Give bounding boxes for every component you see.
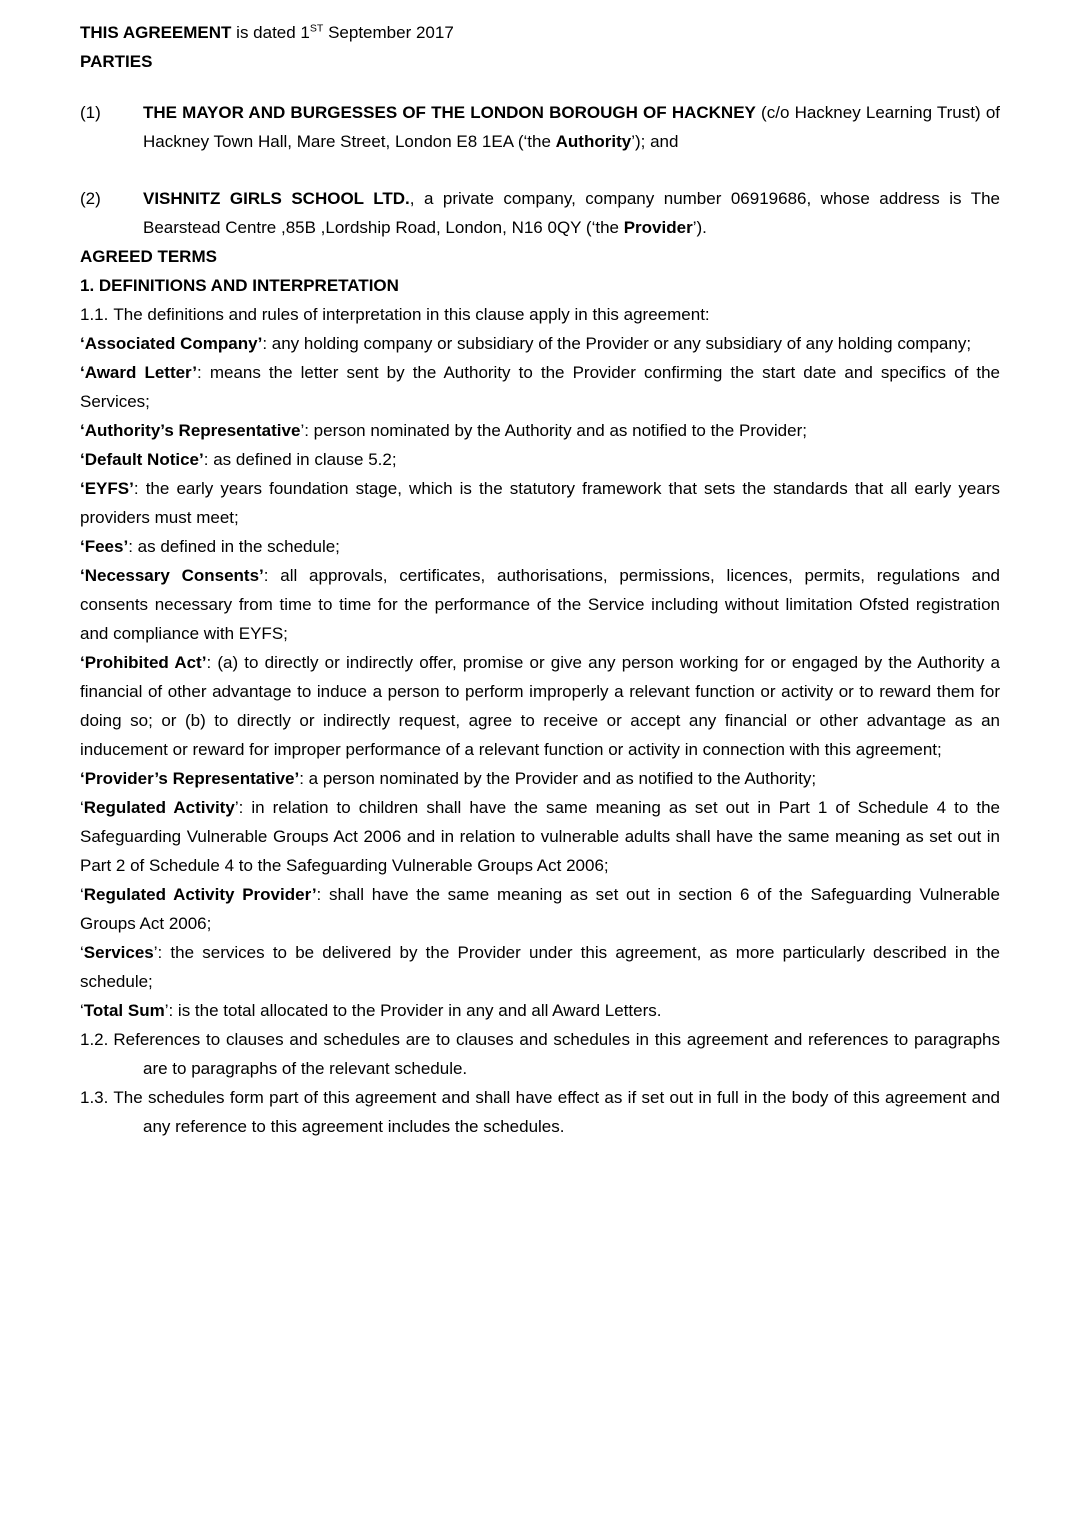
clause-1-2 [80,1025,1000,1083]
party-number: (2) [80,189,101,208]
clause-text: The definitions and rules of interpretation in this clause apply in this agreement: [113,305,710,324]
definition-fees: ‘Fees’: as defined in the schedule; [80,537,340,556]
clause-number: 1.3. [80,1088,109,1107]
party-number: (1) [80,103,101,122]
clause-1-3 [80,1083,1000,1141]
definition-regulated-activity-provider: ‘Regulated Activity Provider’: shall have the same meaning as set out in section 6 of the Safeguarding Vulnerable Groups Act 2006; [80,885,1000,933]
parties-heading: PARTIES [80,52,153,71]
clause-1-1 [80,300,1000,329]
clause-number: 1.1. [80,305,109,324]
definition-eyfs: ‘EYFS’: the early years foundation stage, which is the statutory framework that sets the standards that all early years providers must meet; [80,479,1000,527]
definition-regulated-activity: ‘Regulated Activity’: in relation to children shall have the same meaning as set out in Part 1 of Schedule 4 to the Safeguarding Vulnerable Groups Act 2006 and in relation to vulnerable adults shall have the same meaning as set out in Part 2 of Schedule 4 to the Safeguarding Vulnerable Groups Act 2006; [80,798,1000,875]
party-item-provider [80,184,1000,242]
section-1-heading: 1. DEFINITIONS AND INTERPRETATION [80,276,399,295]
definition-authoritys-representative: ‘Authority’s Representative’: person nominated by the Authority and as notified to the Provider; [80,421,807,440]
definition-award-letter: ‘Award Letter’: means the letter sent by the Authority to the Provider confirming the start date and specifics of the Services; [80,363,1000,411]
clause-text: The schedules form part of this agreement and shall have effect as if set out in full in the body of this agreement and any reference to this agreement includes the schedules. [113,1088,1000,1136]
definition-default-notice: ‘Default Notice’: as defined in clause 5.2; [80,450,397,469]
party-item-authority [80,98,1000,156]
clause-text: References to clauses and schedules are to clauses and schedules in this agreement and references to paragraphs are to paragraphs of the relevant schedule. [113,1030,1000,1078]
definition-prohibited-act: ‘Prohibited Act’: (a) to directly or indirectly offer, promise or give any person working for or engaged by the Authority a financial of other advantage to induce a person to perform improperly a relevant function or activity or to reward them for doing so; or (b) to directly or indirectly request, agree to receive or accept any financial or other advantage as an inducement or reward for improper performance of a relevant function or activity in connection with this agreement; [80,653,1000,759]
definition-services: ‘Services’: the services to be delivered by the Provider under this agreement, as more particularly described in the schedule; [80,943,1000,991]
party-text: VISHNITZ GIRLS SCHOOL LTD., a private company, company number 06919686, whose address is The Bearstead Centre ,85B ,Lordship Road, London, N16 0QY (‘the Provider’). [143,189,1000,237]
definition-total-sum: ‘Total Sum’: is the total allocated to the Provider in any and all Award Letters. [80,1001,662,1020]
definition-associated-company: ‘Associated Company’: any holding company or subsidiary of the Provider or any subsidiary of any holding company; [80,334,972,353]
agreed-terms-heading: AGREED TERMS [80,247,217,266]
definition-necessary-consents: ‘Necessary Consents’: all approvals, certificates, authorisations, permissions, licences, permits, regulations and consents necessary from time to time for the performance of the Service including without limitation Ofsted registration and compliance with EYFS; [80,566,1000,643]
party-text: THE MAYOR AND BURGESSES OF THE LONDON BOROUGH OF HACKNEY (c/o Hackney Learning Trust) of Hackney Town Hall, Mare Street, London E8 1EA (‘the Authority’); and [143,103,1000,151]
definition-providers-representative: ‘Provider’s Representative’: a person nominated by the Provider and as notified to the Authority; [80,769,817,788]
document-title: THIS AGREEMENT is dated 1ST September 2017 [80,22,454,42]
clause-number: 1.2. [80,1030,109,1049]
